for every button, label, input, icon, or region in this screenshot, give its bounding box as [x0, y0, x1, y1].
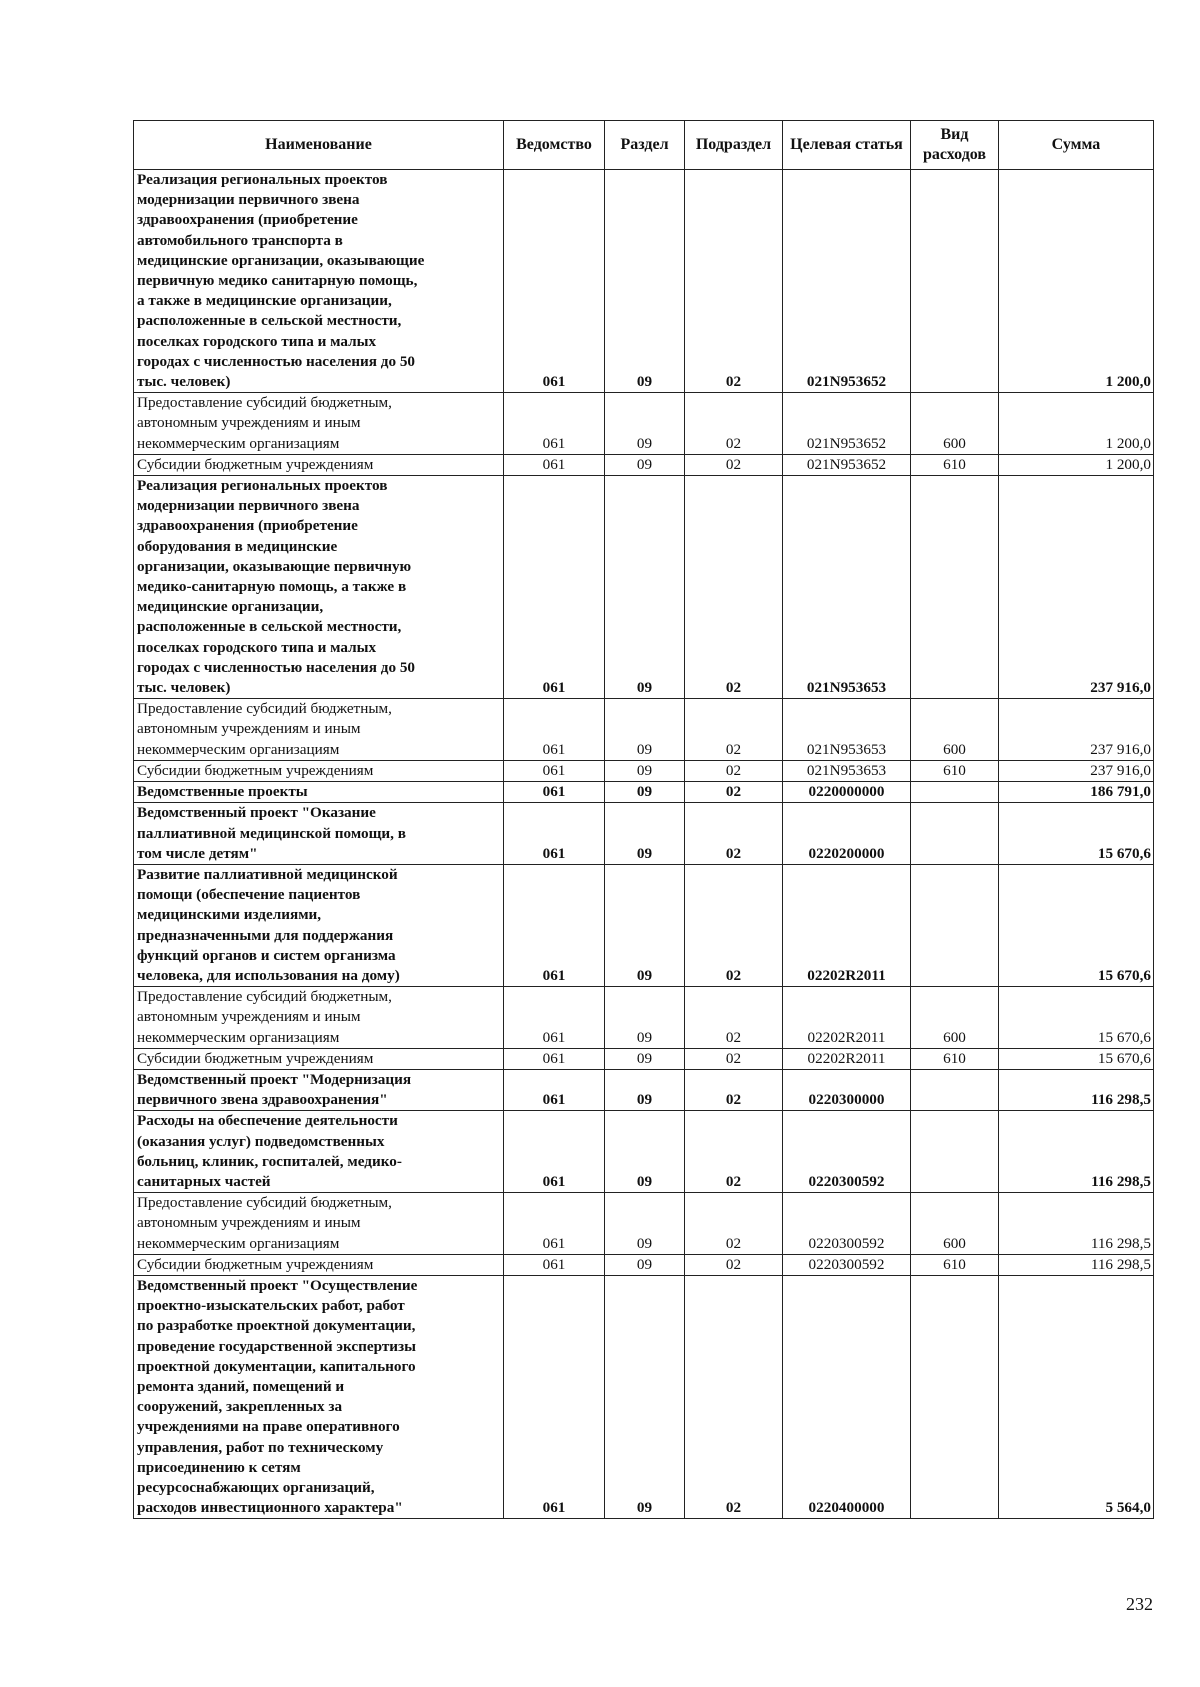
row-name: Субсидии бюджетным учреждениям: [134, 1048, 504, 1069]
row-target: 021N953652: [783, 170, 911, 393]
table-row: [134, 782, 1154, 803]
row-section: 09: [605, 782, 685, 803]
row-section: 09: [605, 803, 685, 865]
row-name: Реализация региональных проектов модернизации первичного звена здравоохранения (приобретение автомобильного транспорта в медицинские организации, оказывающие первичную медико санитарную помощь, а также в медицинские организации, расположенные в сельской местности, поселках городского типа и малых городах с численностью населения до 50 тыс. человек): [134, 170, 504, 393]
table-row: [134, 987, 1154, 1049]
row-exp-type: 610: [911, 454, 999, 475]
row-section: 09: [605, 864, 685, 986]
row-name: Субсидии бюджетным учреждениям: [134, 454, 504, 475]
row-name: Предоставление субсидий бюджетным, автономным учреждениям и иным некоммерческим организациям: [134, 699, 504, 761]
row-sum: 1 200,0: [999, 170, 1154, 393]
budget-table: [133, 120, 1154, 1519]
row-target: 021N953653: [783, 760, 911, 781]
row-sum: 116 298,5: [999, 1111, 1154, 1193]
table-row: [134, 1069, 1154, 1110]
row-name: Ведомственные проекты: [134, 782, 504, 803]
row-target: 0220300592: [783, 1254, 911, 1275]
row-sum: 116 298,5: [999, 1069, 1154, 1110]
row-subsection: 02: [685, 1254, 783, 1275]
row-sum: 1 200,0: [999, 393, 1154, 455]
row-sum: 1 200,0: [999, 454, 1154, 475]
row-name: Субсидии бюджетным учреждениям: [134, 760, 504, 781]
table-row: [134, 393, 1154, 455]
table-row: [134, 1275, 1154, 1518]
row-exp-type: 600: [911, 393, 999, 455]
row-section: 09: [605, 699, 685, 761]
row-name: Предоставление субсидий бюджетным, автономным учреждениям и иным некоммерческим организациям: [134, 987, 504, 1049]
row-target: 0220300000: [783, 1069, 911, 1110]
table-row: [134, 1048, 1154, 1069]
row-dept: 061: [504, 803, 605, 865]
row-dept: 061: [504, 1111, 605, 1193]
row-exp-type: 600: [911, 987, 999, 1049]
row-dept: 061: [504, 476, 605, 699]
row-exp-type: 610: [911, 1254, 999, 1275]
row-section: 09: [605, 1275, 685, 1518]
header-sum: Сумма: [999, 121, 1154, 170]
row-target: 0220300592: [783, 1111, 911, 1193]
table-row: [134, 864, 1154, 986]
row-section: 09: [605, 476, 685, 699]
row-section: 09: [605, 987, 685, 1049]
row-subsection: 02: [685, 864, 783, 986]
row-name: Ведомственный проект "Модернизация первичного звена здравоохранения": [134, 1069, 504, 1110]
row-section: 09: [605, 170, 685, 393]
row-section: 09: [605, 1111, 685, 1193]
table-row: [134, 170, 1154, 393]
row-exp-type: 610: [911, 1048, 999, 1069]
row-name: Расходы на обеспечение деятельности (оказания услуг) подведомственных больниц, клиник, госпиталей, медико- санитарных частей: [134, 1111, 504, 1193]
row-section: 09: [605, 1254, 685, 1275]
header-exp-type: Вид расходов: [911, 121, 999, 170]
row-target: 021N953652: [783, 454, 911, 475]
row-dept: 061: [504, 1193, 605, 1255]
row-dept: 061: [504, 1275, 605, 1518]
row-exp-type: 600: [911, 699, 999, 761]
row-dept: 061: [504, 1069, 605, 1110]
row-section: 09: [605, 1193, 685, 1255]
header-name: Наименование: [134, 121, 504, 170]
row-name: Субсидии бюджетным учреждениям: [134, 1254, 504, 1275]
table-row: [134, 454, 1154, 475]
row-subsection: 02: [685, 987, 783, 1049]
row-subsection: 02: [685, 1193, 783, 1255]
row-exp-type: 610: [911, 760, 999, 781]
table-header-row: [134, 121, 1154, 170]
row-dept: 061: [504, 454, 605, 475]
header-dept: Ведомство: [504, 121, 605, 170]
row-sum: 237 916,0: [999, 476, 1154, 699]
row-section: 09: [605, 393, 685, 455]
row-exp-type: [911, 170, 999, 393]
row-subsection: 02: [685, 476, 783, 699]
row-section: 09: [605, 454, 685, 475]
row-dept: 061: [504, 699, 605, 761]
row-target: 02202R2011: [783, 987, 911, 1049]
row-name: Ведомственный проект "Осуществление проектно-изыскательских работ, работ по разработке проектной документации, проведение государственной экспертизы проектной документации, капитального ремонта зданий, помещений и сооружений, закрепленных за учреждениями на праве оперативного управления, работ по техническому присоединению к сетям ресурсоснабжающих организаций, расходов инвестиционного характера": [134, 1275, 504, 1518]
row-dept: 061: [504, 393, 605, 455]
row-section: 09: [605, 1048, 685, 1069]
row-subsection: 02: [685, 1069, 783, 1110]
row-sum: 237 916,0: [999, 760, 1154, 781]
row-name: Развитие паллиативной медицинской помощи (обеспечение пациентов медицинскими изделиями, предназначенными для поддержания функций органов и систем организма человека, для использования на дому): [134, 864, 504, 986]
row-sum: 186 791,0: [999, 782, 1154, 803]
row-subsection: 02: [685, 803, 783, 865]
row-sum: 116 298,5: [999, 1254, 1154, 1275]
row-target: 0220000000: [783, 782, 911, 803]
row-dept: 061: [504, 864, 605, 986]
row-dept: 061: [504, 1048, 605, 1069]
table-row: [134, 476, 1154, 699]
row-target: 02202R2011: [783, 1048, 911, 1069]
row-name: Реализация региональных проектов модернизации первичного звена здравоохранения (приобретение оборудования в медицинские организации, оказывающие первичную медико-санитарную помощь, а также в медицинские организации, расположенные в сельской местности, поселках городского типа и малых городах с численностью населения до 50 тыс. человек): [134, 476, 504, 699]
row-dept: 061: [504, 987, 605, 1049]
row-subsection: 02: [685, 1111, 783, 1193]
row-name: Предоставление субсидий бюджетным, автономным учреждениям и иным некоммерческим организациям: [134, 393, 504, 455]
row-subsection: 02: [685, 1275, 783, 1518]
row-subsection: 02: [685, 699, 783, 761]
table-row: [134, 1111, 1154, 1193]
row-exp-type: 600: [911, 1193, 999, 1255]
table-row: [134, 699, 1154, 761]
row-sum: 15 670,6: [999, 1048, 1154, 1069]
table-row: [134, 803, 1154, 865]
row-sum: 5 564,0: [999, 1275, 1154, 1518]
page-number: 232: [1126, 1594, 1153, 1614]
row-section: 09: [605, 760, 685, 781]
row-exp-type: [911, 782, 999, 803]
row-subsection: 02: [685, 393, 783, 455]
row-target: 0220400000: [783, 1275, 911, 1518]
row-exp-type: [911, 864, 999, 986]
row-name: Ведомственный проект "Оказание паллиативной медицинской помощи, в том числе детям": [134, 803, 504, 865]
row-target: 021N953653: [783, 476, 911, 699]
header-subsection: Подраздел: [685, 121, 783, 170]
row-sum: 15 670,6: [999, 987, 1154, 1049]
row-dept: 061: [504, 782, 605, 803]
header-section: Раздел: [605, 121, 685, 170]
row-sum: 15 670,6: [999, 864, 1154, 986]
row-dept: 061: [504, 760, 605, 781]
row-name: Предоставление субсидий бюджетным, автономным учреждениям и иным некоммерческим организациям: [134, 1193, 504, 1255]
row-subsection: 02: [685, 782, 783, 803]
row-sum: 237 916,0: [999, 699, 1154, 761]
row-target: 0220200000: [783, 803, 911, 865]
row-target: 021N953652: [783, 393, 911, 455]
header-target: Целевая статья: [783, 121, 911, 170]
table-row: [134, 1254, 1154, 1275]
row-dept: 061: [504, 1254, 605, 1275]
row-subsection: 02: [685, 760, 783, 781]
row-subsection: 02: [685, 454, 783, 475]
row-target: 0220300592: [783, 1193, 911, 1255]
row-exp-type: [911, 476, 999, 699]
row-target: 021N953653: [783, 699, 911, 761]
row-sum: 116 298,5: [999, 1193, 1154, 1255]
row-exp-type: [911, 803, 999, 865]
row-subsection: 02: [685, 1048, 783, 1069]
row-section: 09: [605, 1069, 685, 1110]
table-row: [134, 1193, 1154, 1255]
row-sum: 15 670,6: [999, 803, 1154, 865]
row-target: 02202R2011: [783, 864, 911, 986]
row-exp-type: [911, 1275, 999, 1518]
row-dept: 061: [504, 170, 605, 393]
row-subsection: 02: [685, 170, 783, 393]
row-exp-type: [911, 1111, 999, 1193]
table-row: [134, 760, 1154, 781]
row-exp-type: [911, 1069, 999, 1110]
